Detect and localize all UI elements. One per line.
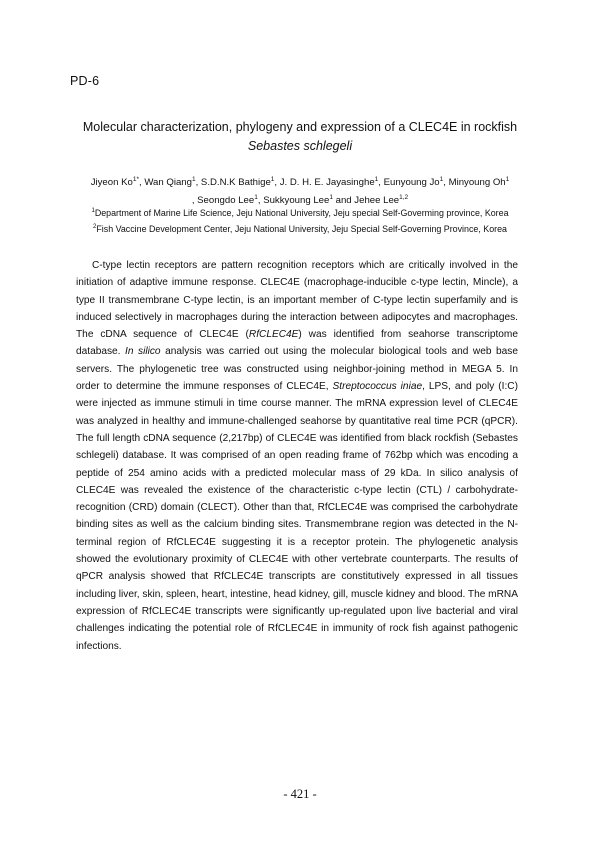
author-name: Jiyeon Ko <box>90 177 133 188</box>
author-name: , S.D.N.K Bathige <box>195 177 271 188</box>
author-affiliation-mark: 1,2 <box>399 194 409 201</box>
title-line: Molecular characterization, phylogeny and expression of a CLEC4E in rockfish <box>82 120 518 134</box>
author-name: , Wan Qiang <box>139 177 192 188</box>
title-species: Sebastes schlegeli <box>247 139 353 153</box>
author-affiliation-mark: 1 <box>439 176 444 183</box>
affiliation-2 <box>60 221 540 237</box>
affiliation-text: Department of Marine Life Science, Jeju National University, Jeju special Self-Goverming province, Korea <box>94 208 509 218</box>
author-affiliation-mark: 1 <box>505 176 510 183</box>
author-name: , Eunyoung Jo <box>378 177 440 188</box>
author-affiliation-mark: 1 <box>270 176 275 183</box>
abstract-text: ) was identified from seahorse transcriptome database. <box>76 329 518 358</box>
affiliation-text: Fish Vaccine Development Center, Jeju National University, Jeju Special Self-Governing Province, Korea <box>96 224 507 234</box>
affiliation-mark: 1 <box>91 208 95 214</box>
author-affiliation-mark: 1* <box>132 176 139 183</box>
author-affiliation-mark: 1 <box>329 194 333 201</box>
page-number: - 421 - <box>283 787 317 801</box>
affiliation-mark: 2 <box>93 224 97 230</box>
abstract-italic-text: Streptococcus iniae <box>332 381 423 393</box>
paper-title <box>60 118 540 156</box>
abstract-italic-text: RfCLEC4E <box>248 329 299 341</box>
author-name: and Jehee Lee <box>332 195 400 206</box>
author-name: , Minyoung Oh <box>443 177 506 188</box>
affiliation-list <box>60 205 540 237</box>
abstract-italic-text: In silico <box>125 346 161 358</box>
affiliation-1 <box>60 205 540 221</box>
author-affiliation-mark: 1 <box>191 176 196 183</box>
author-name: , Sukkyoung Lee <box>257 195 330 206</box>
abstract-text: , LPS, and poly (I:C) were injected as immune stimuli in time course manner. The mRNA expression level of CLEC4E was analyzed in healthy and immune-challenged seahorse by quantitative real time PCR (qPCR). The full length cDNA sequence (2,217bp) of CLEC4E was identified from black rockfish (Sebastes schlegeli) database. It was comprised of an open reading frame of 762bp which was encoding a peptide of 254 amino acids with a predicted molecular mass of 29 kDa. In silico analysis of CLEC4E was revealed the existence of the characteristic c-type lectin (CTL) / carbohydrate-recognition (CRD) domain (CLECT). Other than that, RfCLEC4E was comprised the carbohydrate binding sites as well as the calcium binding sites. Transmembrane region was detected in the N-terminal region of RfCLEC4E suggesting it is a receptor protein. The phylogenetic analysis showed the evolutionary proximity of CLEC4E with other vertebrate counterparts. The results of qPCR analysis showed that RfCLEC4E transcripts are constitutively expressed in all tissues including liver, skin, spleen, heart, intestine, head kidney, gill, muscle kidney and blood. The mRNA expression of RfCLEC4E transcripts were significantly up-regulated upon live bacterial and viral challenges indicating the potential role of RfCLEC4E in immunity of rock fish against pathogenic infections. <box>76 381 518 652</box>
author-name: , Seongdo Lee <box>191 195 255 206</box>
author-affiliation-mark: 1 <box>374 176 379 183</box>
abstract-text: analysis was carried out using the molecular biological tools and web base servers. The phylogenetic tree was constructed using neighbor-joining method in MEGA 5. In order to determine the immune responses of CLEC4E, <box>76 346 519 393</box>
abstract-text: C-type lectin receptors are pattern recognition receptors which are critically involved in the initiation of adaptive immune response. CLEC4E (macrophage-inducible c-type lectin, Mincle), a type II transmembrane C-type lectin, is an important member of C-type lectin superfamily and is induced selectively in macrophages during the interaction between adipocytes and macrophages. The cDNA sequence of CLEC4E ( <box>76 260 518 341</box>
section-label: PD-6 <box>70 74 100 88</box>
abstract-body <box>76 257 518 655</box>
author-name: , J. D. H. E. Jayasinghe <box>274 177 375 188</box>
author-affiliation-mark: 1 <box>254 194 258 201</box>
